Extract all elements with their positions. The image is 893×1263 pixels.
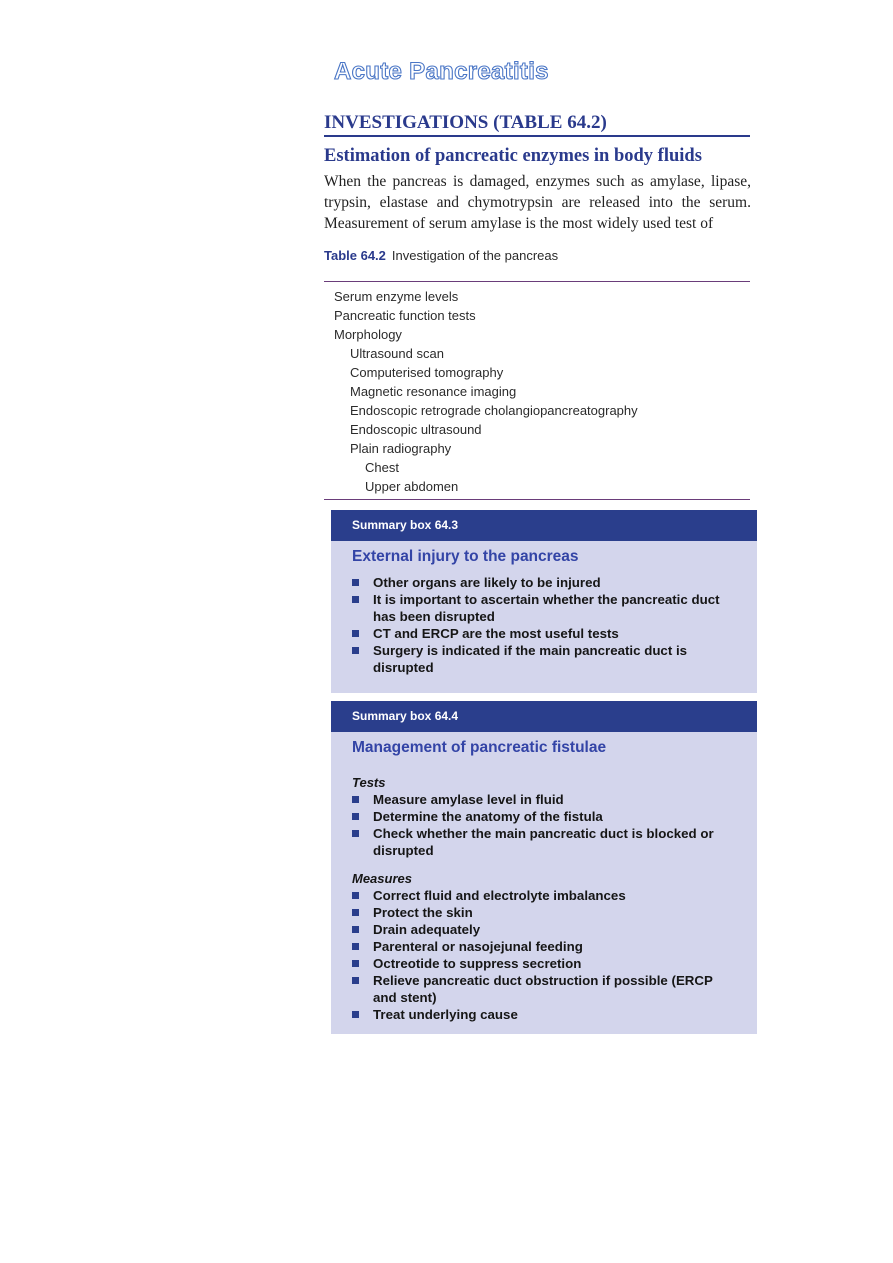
list-item: Other organs are likely to be injured [352,574,733,591]
table-row: Endoscopic retrograde cholangiopancreatography [350,403,638,418]
investigation-table [324,281,750,500]
bullet-square-icon [352,579,359,586]
summary-box-64-3 [331,510,757,693]
bullet-square-icon [352,977,359,984]
summary-box-title: External injury to the pancreas [352,548,579,565]
bullet-square-icon [352,926,359,933]
summary-box-64-4 [331,701,757,1034]
bullet-square-icon [352,796,359,803]
section-heading: INVESTIGATIONS (TABLE 64.2) [324,112,750,137]
list-item: Treat underlying cause [352,1006,733,1023]
list-item: Determine the anatomy of the fistula [352,808,733,825]
bullet-square-icon [352,943,359,950]
list-item: Protect the skin [352,904,733,921]
list-item: It is important to ascertain whether the pancreatic duct has been disrupted [352,591,733,625]
list-item: Check whether the main pancreatic duct is blocked or disrupted [352,825,733,859]
bullet-square-icon [352,813,359,820]
measures-list [331,887,757,1023]
bullet-square-icon [352,630,359,637]
page-title: Acute Pancreatitis [334,58,549,85]
list-item: CT and ERCP are the most useful tests [352,625,733,642]
table-row: Magnetic resonance imaging [350,384,517,399]
table-caption-label: Table 64.2 [324,248,386,263]
table-row: Ultrasound scan [350,346,444,361]
list-item: Measure amylase level in fluid [352,791,733,808]
table-caption [324,248,558,263]
subsection-heading: Estimation of pancreatic enzymes in body fluids [324,146,702,166]
tests-label: Tests [352,775,386,790]
list-item: Octreotide to suppress secretion [352,955,733,972]
summary-box-title: Management of pancreatic fistulae [352,739,607,756]
bullet-square-icon [352,830,359,837]
bullet-square-icon [352,1011,359,1018]
table-caption-text: Investigation of the pancreas [391,248,559,263]
list-item: Relieve pancreatic duct obstruction if possible (ERCP and stent) [352,972,733,1006]
list-item: Correct fluid and electrolyte imbalances [352,887,733,904]
table-row: Morphology [334,327,402,342]
intro-paragraph: When the pancreas is damaged, enzymes such as amylase, lipase, trypsin, elastase and chymotrypsin are released into the serum. Measurement of serum amylase is the most widely used test of [324,173,751,232]
measures-label: Measures [352,871,412,886]
summary-box-header: Summary box 64.4 [331,701,757,732]
bullet-square-icon [352,647,359,654]
bullet-square-icon [352,596,359,603]
table-row: Plain radiography [350,441,452,456]
bullet-square-icon [352,892,359,899]
summary-box-header: Summary box 64.3 [331,510,757,541]
table-row: Serum enzyme levels [334,289,459,304]
table-row: Pancreatic function tests [334,308,476,323]
list-item: Surgery is indicated if the main pancreatic duct is disrupted [352,642,733,676]
list-item: Drain adequately [352,921,733,938]
table-row: Computerised tomography [350,365,504,380]
table-row: Upper abdomen [365,479,459,494]
list-item: Parenteral or nasojejunal feeding [352,938,733,955]
tests-list [331,791,757,859]
bullet-square-icon [352,909,359,916]
table-row: Chest [365,460,399,475]
bullet-square-icon [352,960,359,967]
summary-list [331,574,757,676]
table-row: Endoscopic ultrasound [350,422,482,437]
